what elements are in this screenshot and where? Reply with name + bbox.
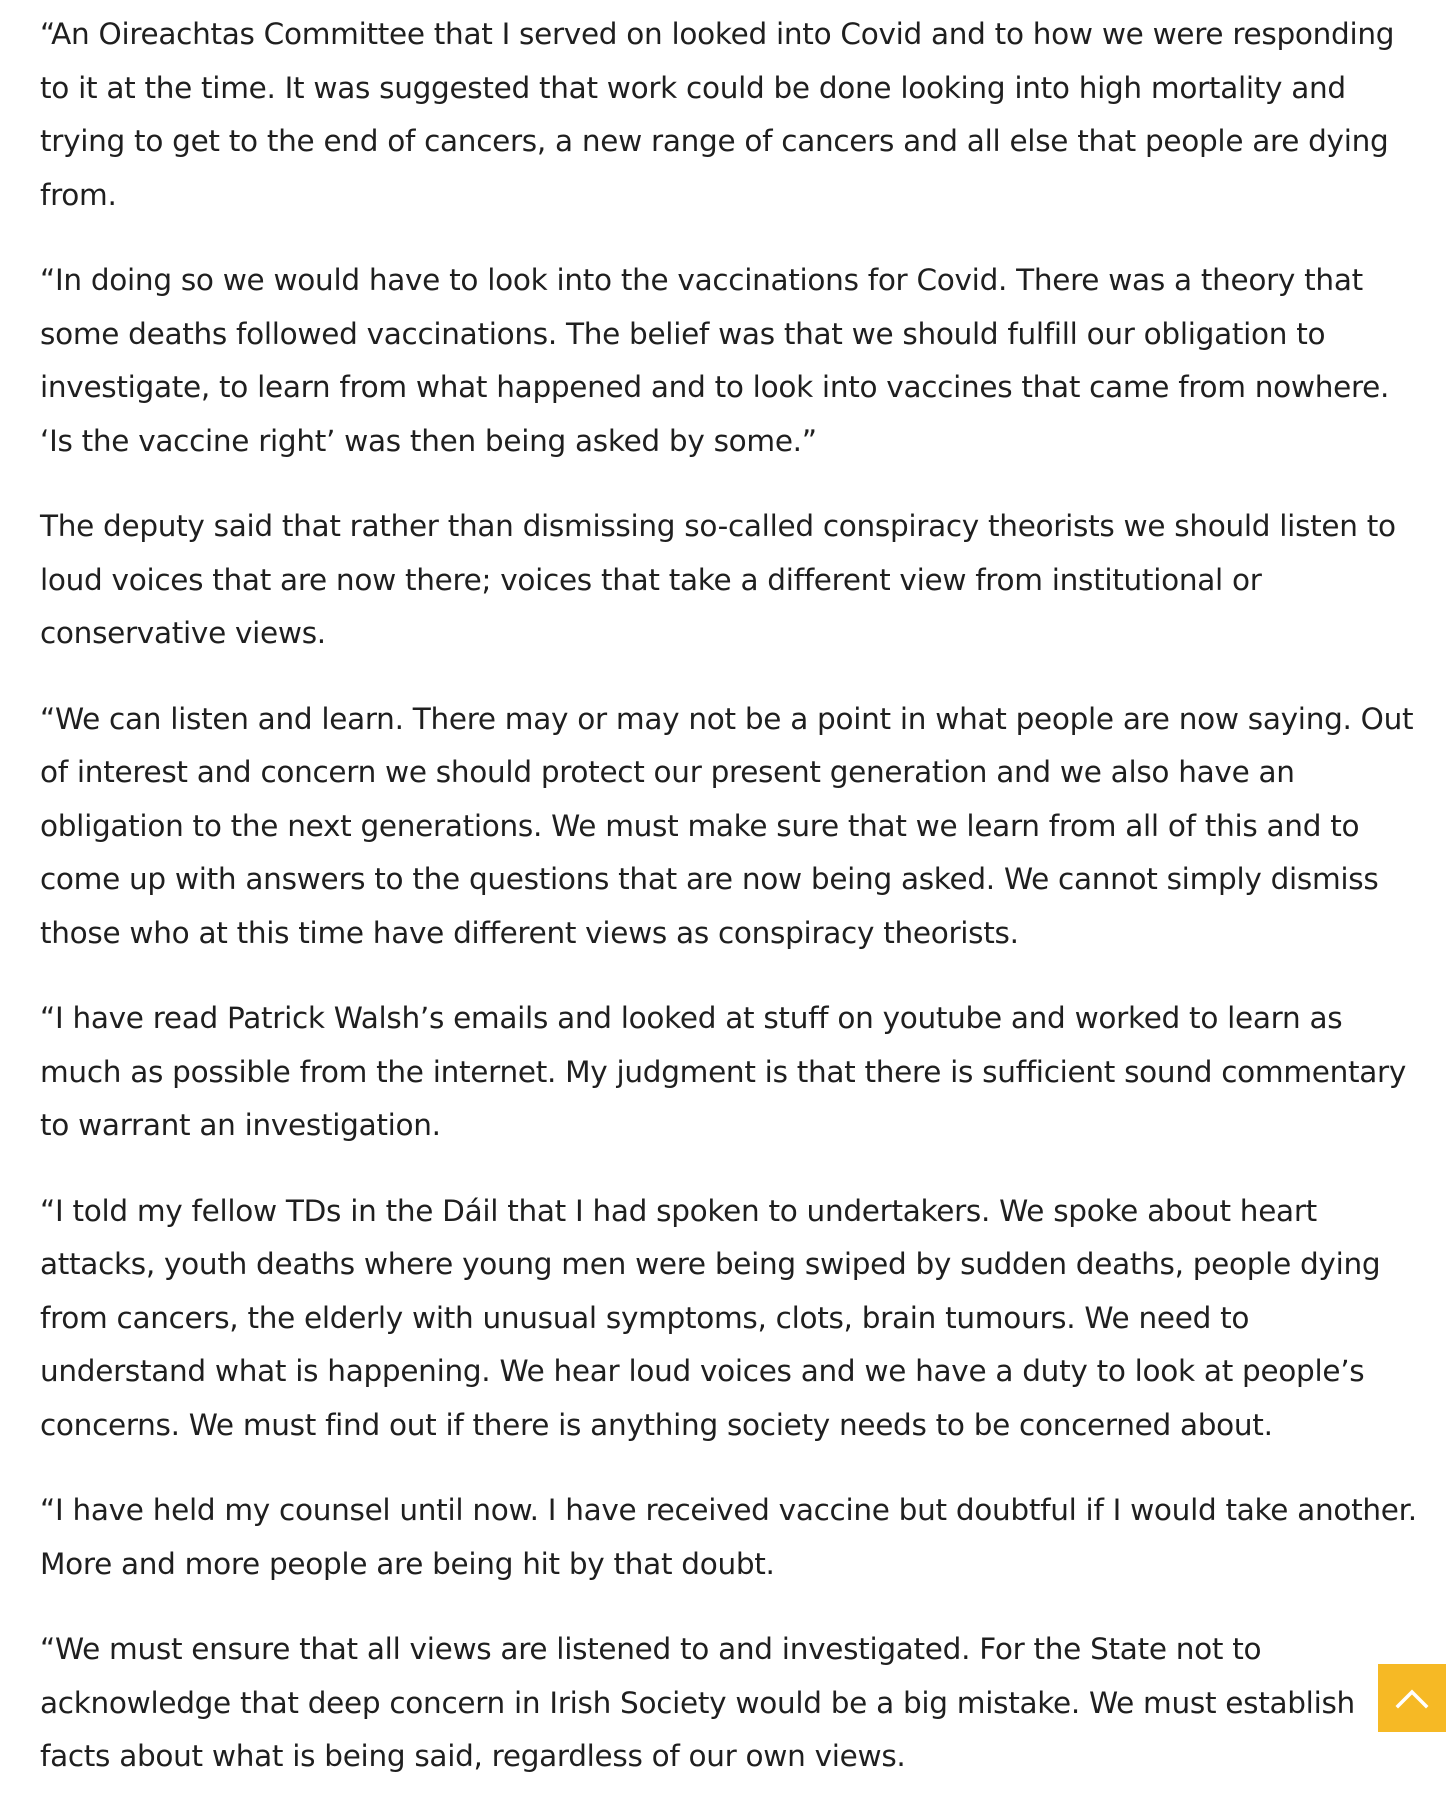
paragraph-vaccinations: “In doing so we would have to look into the vaccinations for Covid. There was a theory that some deaths followed vaccinations. The belief was that we should fulfill our obligation to investigate, to learn from what happened and to look into vaccines that came from nowhere. ‘Is the vaccine right’ was then being asked by some.” [40, 263, 1390, 458]
paragraph-patrick-walsh: “I have read Patrick Walsh’s emails and looked at stuff on youtube and worked to learn as much as possible from the internet. My judgment is that there is sufficient sound commentary to warrant an investigation. [40, 1001, 1407, 1142]
paragraph-ensure-views: “We must ensure that all views are listened to and investigated. For the State not to acknowledge that deep concern in Irish Society would be a big mistake. We must establish facts about what is being said, regardless of our own views. [40, 1632, 1355, 1773]
paragraph-held-counsel: “I have held my counsel until now. I have received vaccine but doubtful if I would take another. More and more people are being hit by that doubt. [40, 1493, 1417, 1581]
scroll-to-top-button[interactable] [1378, 1664, 1446, 1732]
paragraph-deputy-said: The deputy said that rather than dismissing so-called conspiracy theorists we should listen to loud voices that are now there; voices that take a different view from institutional or conservative views. [40, 509, 1396, 650]
paragraph-committee: “An Oireachtas Committee that I served on looked into Covid and to how we were responding to it at the time. It was suggested that work could be done looking into high mortality and trying to get to the end of cancers, a new range of cancers and all else that people are dying from. [40, 17, 1395, 212]
article-body [40, 8, 1420, 1816]
chevron-up-icon [1395, 1687, 1429, 1709]
paragraph-undertakers: “I told my fellow TDs in the Dáil that I had spoken to undertakers. We spoke about heart attacks, youth deaths where young men were being swiped by sudden deaths, people dying from cancers, the elderly with unusual symptoms, clots, brain tumours. We need to understand what is happening. We hear loud voices and we have a duty to look at people’s concerns. We must find out if there is anything society needs to be concerned about. [40, 1193, 1381, 1442]
paragraph-listen-learn: “We can listen and learn. There may or may not be a point in what people are now saying. Out of interest and concern we should protect our present generation and we also have an obligation to the next generations. We must make sure that we learn from all of this and to come up with answers to the questions that are now being asked. We cannot simply dismiss those who at this time have different views as conspiracy theorists. [40, 701, 1414, 950]
